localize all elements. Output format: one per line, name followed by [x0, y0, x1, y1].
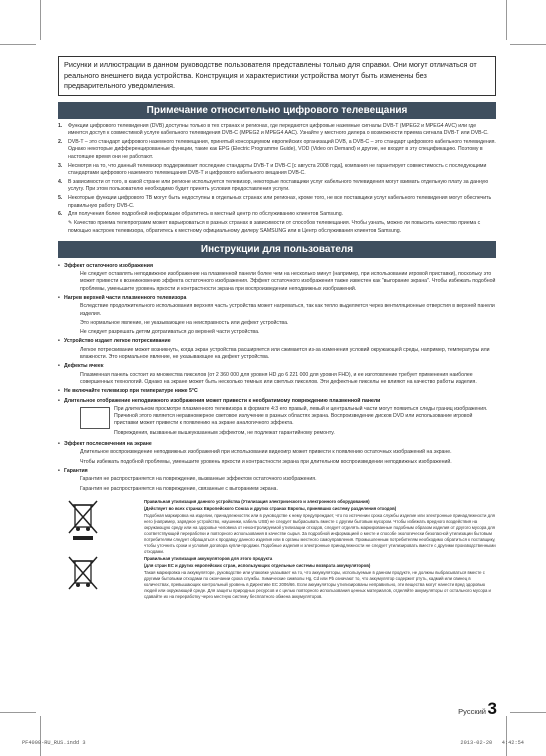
- guide-item: [58, 398, 496, 439]
- item-text: Несмотря на то, что данный телевизор поддерживает последние стандарты DVB-T и DVB-C [с августа 2008 года], компания не гарантирует совместимость с последующими стандартами цифрового наземного телевещания DVB-T и цифрового кабельного вещания DVB-C.: [68, 162, 487, 176]
- footer-language: Русский: [458, 707, 486, 716]
- crop-mark: [510, 712, 546, 713]
- guide-item: [58, 338, 496, 361]
- guide-text: Плазменная панель состоит из множества пикселов (от 2 360 000 для уровня HD до 6 221 000 для уровня FHD), и ее изготовление требует применения наиболее совершенных технологий. Однако на экране может быть несколько темных или светлых пикселов. Эти дефектные пикселы не влияют на качество работы изделия.: [80, 371, 477, 385]
- note-text: Качество приема телепрограмм может варьироваться в разных странах в зависимости от способов телевещания. Чтобы узнать, можно ли повысить качество приема с помощью настроек телевизора, обратитесь к местному официальному дилеру SAMSUNG или в Центр обслуживания клиентов Samsung.: [68, 220, 481, 234]
- item-text: DVB-T – это стандарт цифрового наземного телевещания, принятый консорциумом европейских организаций DVB, а DVB-C – это стандарт цифрового кабельного телевидения. Однако некоторые дифференцированные функции, такие как EPG (Electric Programme Guide), VOD (Video on Demand) и другие, не входят в эту спецификацию. Поэтому в настоящее время они не работают.: [68, 138, 496, 160]
- item-number: 1.: [58, 122, 63, 129]
- battery-body: Такая маркировка на аккумуляторе, руководстве или упаковке указывает на то, что аккумуляторы, используемые в данном продукте, не должны выбрасываться вместе с другими бытовыми отходами по окончании срока службы. Химические символы Hg, Cd или Pb означают то, что аккумулятор содержит ртуть, кадмий или свинец в количествах, превышающих контрольный уровень в Директиве ЕС 2006/66. Если аккумуляторы утилизированы неправильно, эти вещества могут нанести вред здоровью людей или окружающей среде. Для защиты природных ресурсов и с целью повторного использования ценных материалов, отделяйте аккумуляторы от остального мусора и сдавайте их на переработку через местную систему бесплатного обмена аккумуляторов.: [144, 569, 491, 599]
- list-item: [58, 211, 496, 218]
- digital-tv-list: [58, 123, 496, 219]
- section-title-user-instructions: Инструкции для пользователя: [58, 241, 496, 258]
- item-text: В зависимости от того, в какой стране или регионе используется телевизор, некоторые поставщики услуг кабельного телевидения могут взимать отдельную плату за данную услугу. При этом пользователю необходимо будет принять условия предоставления услуги.: [68, 178, 489, 193]
- tv-aspect-illustration: [80, 407, 110, 429]
- user-instructions: [58, 263, 496, 493]
- item-number: 4.: [58, 178, 63, 185]
- crossed-bin-icon: [66, 499, 100, 541]
- list-item: [58, 139, 496, 161]
- guide-item: [58, 363, 496, 386]
- guide-item: [58, 295, 496, 336]
- crop-mark: [40, 716, 41, 756]
- item-number: 6.: [58, 211, 63, 218]
- disposal-section: [58, 499, 496, 611]
- guide-text: Длительное воспроизведение неподвижных изображений при использовании видеоигр может привести к появлению остаточных изображений на экране.: [80, 449, 452, 456]
- guide-heading: • Не включайте телевизор при температуре ниже 5°C: [58, 388, 496, 395]
- guide-heading: • Гарантия: [58, 468, 496, 475]
- list-item: [58, 179, 496, 194]
- battery-bin-icon: [66, 555, 100, 597]
- section-title-digital-tv: Примечание относительно цифрового телевещания: [58, 102, 496, 119]
- guide-text: Легкое потрескивание может возникнуть, когда экран устройства расширяется или сжимается из-за изменения условий окружающей среды, например, температуры или влажности. Это нормальное явление, не указывающее на дефект устройства.: [80, 346, 490, 361]
- page-number: 3: [487, 699, 497, 718]
- crop-mark: [506, 0, 507, 40]
- item-text: Функции цифрового телевидения (DVB) доступны только в тех странах и регионах, где передаются цифровые наземные сигналы DVB-T (MPEG2 и MPEG4 AVC) или где имеется доступ к совместимой услуге кабельного телевидения DVB-C (MPEG2 и MPEG4 AAC). Узнайте у местного дилера о возможности приема сигнала DVB-T или DVB-C.: [68, 122, 489, 136]
- imprint-date: 2013-02-20 ￼ 4:42:54: [460, 740, 524, 746]
- guide-text: Вследствие продолжительного использования верхняя часть устройства может нагреваться, так как тепло выделяется через вентиляционные отверстия в верхней панели изделия.: [80, 303, 495, 317]
- crop-mark: [0, 44, 36, 45]
- reception-note: [58, 220, 496, 234]
- guide-heading: • Эффект остаточного изображения: [58, 263, 496, 270]
- item-number: 3.: [58, 162, 63, 169]
- guide-item: [58, 441, 496, 466]
- guide-text: Гарантия не распространяется на повреждение, вызванные эффектом остаточного изображения.: [80, 476, 317, 483]
- guide-text: Чтобы избежать подобной проблемы, уменьшите уровень яркости и контрастности экрана при длительном воспроизведении неподвижных изображений.: [80, 458, 452, 465]
- guide-text: Не следует разрешать детям дотрагиваться до верхней части устройства.: [80, 329, 260, 336]
- guide-heading: • Устройство издает легкое потрескивание: [58, 338, 496, 345]
- crop-mark: [506, 716, 507, 756]
- battery-subtitle: (для стран ЕС и других европейских стран, использующих отдельные системы возврата аккумуляторов): [144, 562, 371, 568]
- list-item: [58, 163, 496, 178]
- guide-text: При длительном просмотре плазменного телевизора в формате 4:3 его правый, левый и центральный части могут появиться следы границ изображения. Причиной этого является неравномерное световое излучение в разных областях экрана. Воспроизведение дисков DVD или использование игровой приставки может привести к появлению на экране аналогичного эффекта.: [114, 405, 488, 427]
- crop-mark: [510, 44, 546, 45]
- guide-text: Не следует оставлять неподвижное изображение на плазменной панели более чем на несколько минут (например, при использовании игровой приставки), поскольку это может привести к возникновению эффекта остаточного изображения. Эффект остаточного изображения также известен как "выгорание экрана". Чтобы избежать подобной проблемы, уменьшите уровень яркости и контрастности экрана при воспроизведении неподвижных изображений.: [80, 271, 496, 292]
- guide-heading: • Нагрев верхней части плазменного телевизора: [58, 295, 496, 302]
- imprint-file: PF4000-RU_RUS.indd 3: [22, 740, 86, 746]
- item-text: Некоторые функции цифрового ТВ могут быть недоступны в отдельных странах или регионах, кроме того, не все поставщики услуг кабельного телевидения могут обеспечить правильную работу DVB-C.: [68, 195, 492, 209]
- battery-title: Правильная утилизация аккумуляторов для этого продукта: [144, 555, 273, 561]
- guide-item: [58, 468, 496, 493]
- crop-mark: [0, 712, 36, 713]
- list-item: [58, 123, 496, 138]
- guide-heading: • Эффект послесвечения на экране: [58, 441, 496, 448]
- list-item: [58, 195, 496, 210]
- guide-heading: • Длительное отображение неподвижного изображения может привести к необратимому повреждению плазменной панели: [58, 398, 496, 405]
- item-text: Для получения более подробной информации обратитесь в местный центр по обслуживанию клиентов Samsung.: [68, 211, 344, 218]
- disposal-text: [144, 499, 496, 611]
- disclaimer-box: Рисунки и иллюстрации в данном руководстве пользователя представлены только для справки. Они могут отличаться от реального внешнего вида устройства. Конструкция и характеристики устройства могут быть изменены без предварительного уведомления.: [58, 56, 496, 96]
- guide-text: Повреждения, вызванные вышеуказанным эффектом, не подлежат гарантийному ремонту.: [114, 429, 335, 436]
- guide-text: Гарантия не распространяется на повреждение, связанные с выгоранием экрана.: [80, 485, 278, 492]
- crop-mark: [40, 0, 41, 40]
- disposal-subtitle: (Действует во всех странах Европейского Союза и других странах Европы, принявших систему разделения отходов): [144, 505, 397, 511]
- manual-page: [58, 56, 496, 611]
- guide-item: [58, 388, 496, 395]
- disposal-title: Правильная утилизация данного устройства (Утилизация электрического и электронного оборудования): [144, 498, 370, 504]
- guide-text: Это нормальное явление, не указывающее на неисправность или дефект устройства.: [80, 319, 289, 326]
- item-number: 2.: [58, 138, 63, 145]
- note-icon: ✎: [68, 220, 73, 227]
- guide-item: [58, 263, 496, 293]
- disposal-body: Подобная маркировка на изделии, принадлежностях или в руководстве к нему предупреждает, что по истечении срока службы изделие или электронные принадлежности для него (например, зарядное устройство, наушники, кабель USB) не следует выбрасывать вместе с другим бытовым мусором. Чтобы избежать вредного воздействия на окружающую среду или на здоровье человека от неконтролируемой утилизации отходов, следует отделять маркированные подобным образом изделия от другого мусора для соответствующей переработки и повторного использования в качестве сырья. За подробной информацией о месте и способе экологически безопасной утилизации бытовым потребителям следует обращаться к продавцу данного изделия или в органы местного самоуправления. Промышленным потребителям необходимо обратиться к поставщику, чтобы уточнить сроки и условия договора купли-продажи. Подобные изделия и электронные принадлежности не следует утилизировать вместе с другими производственными отходами.: [144, 512, 496, 554]
- guide-heading: • Дефекты ячеек: [58, 363, 496, 370]
- item-number: 5.: [58, 195, 63, 202]
